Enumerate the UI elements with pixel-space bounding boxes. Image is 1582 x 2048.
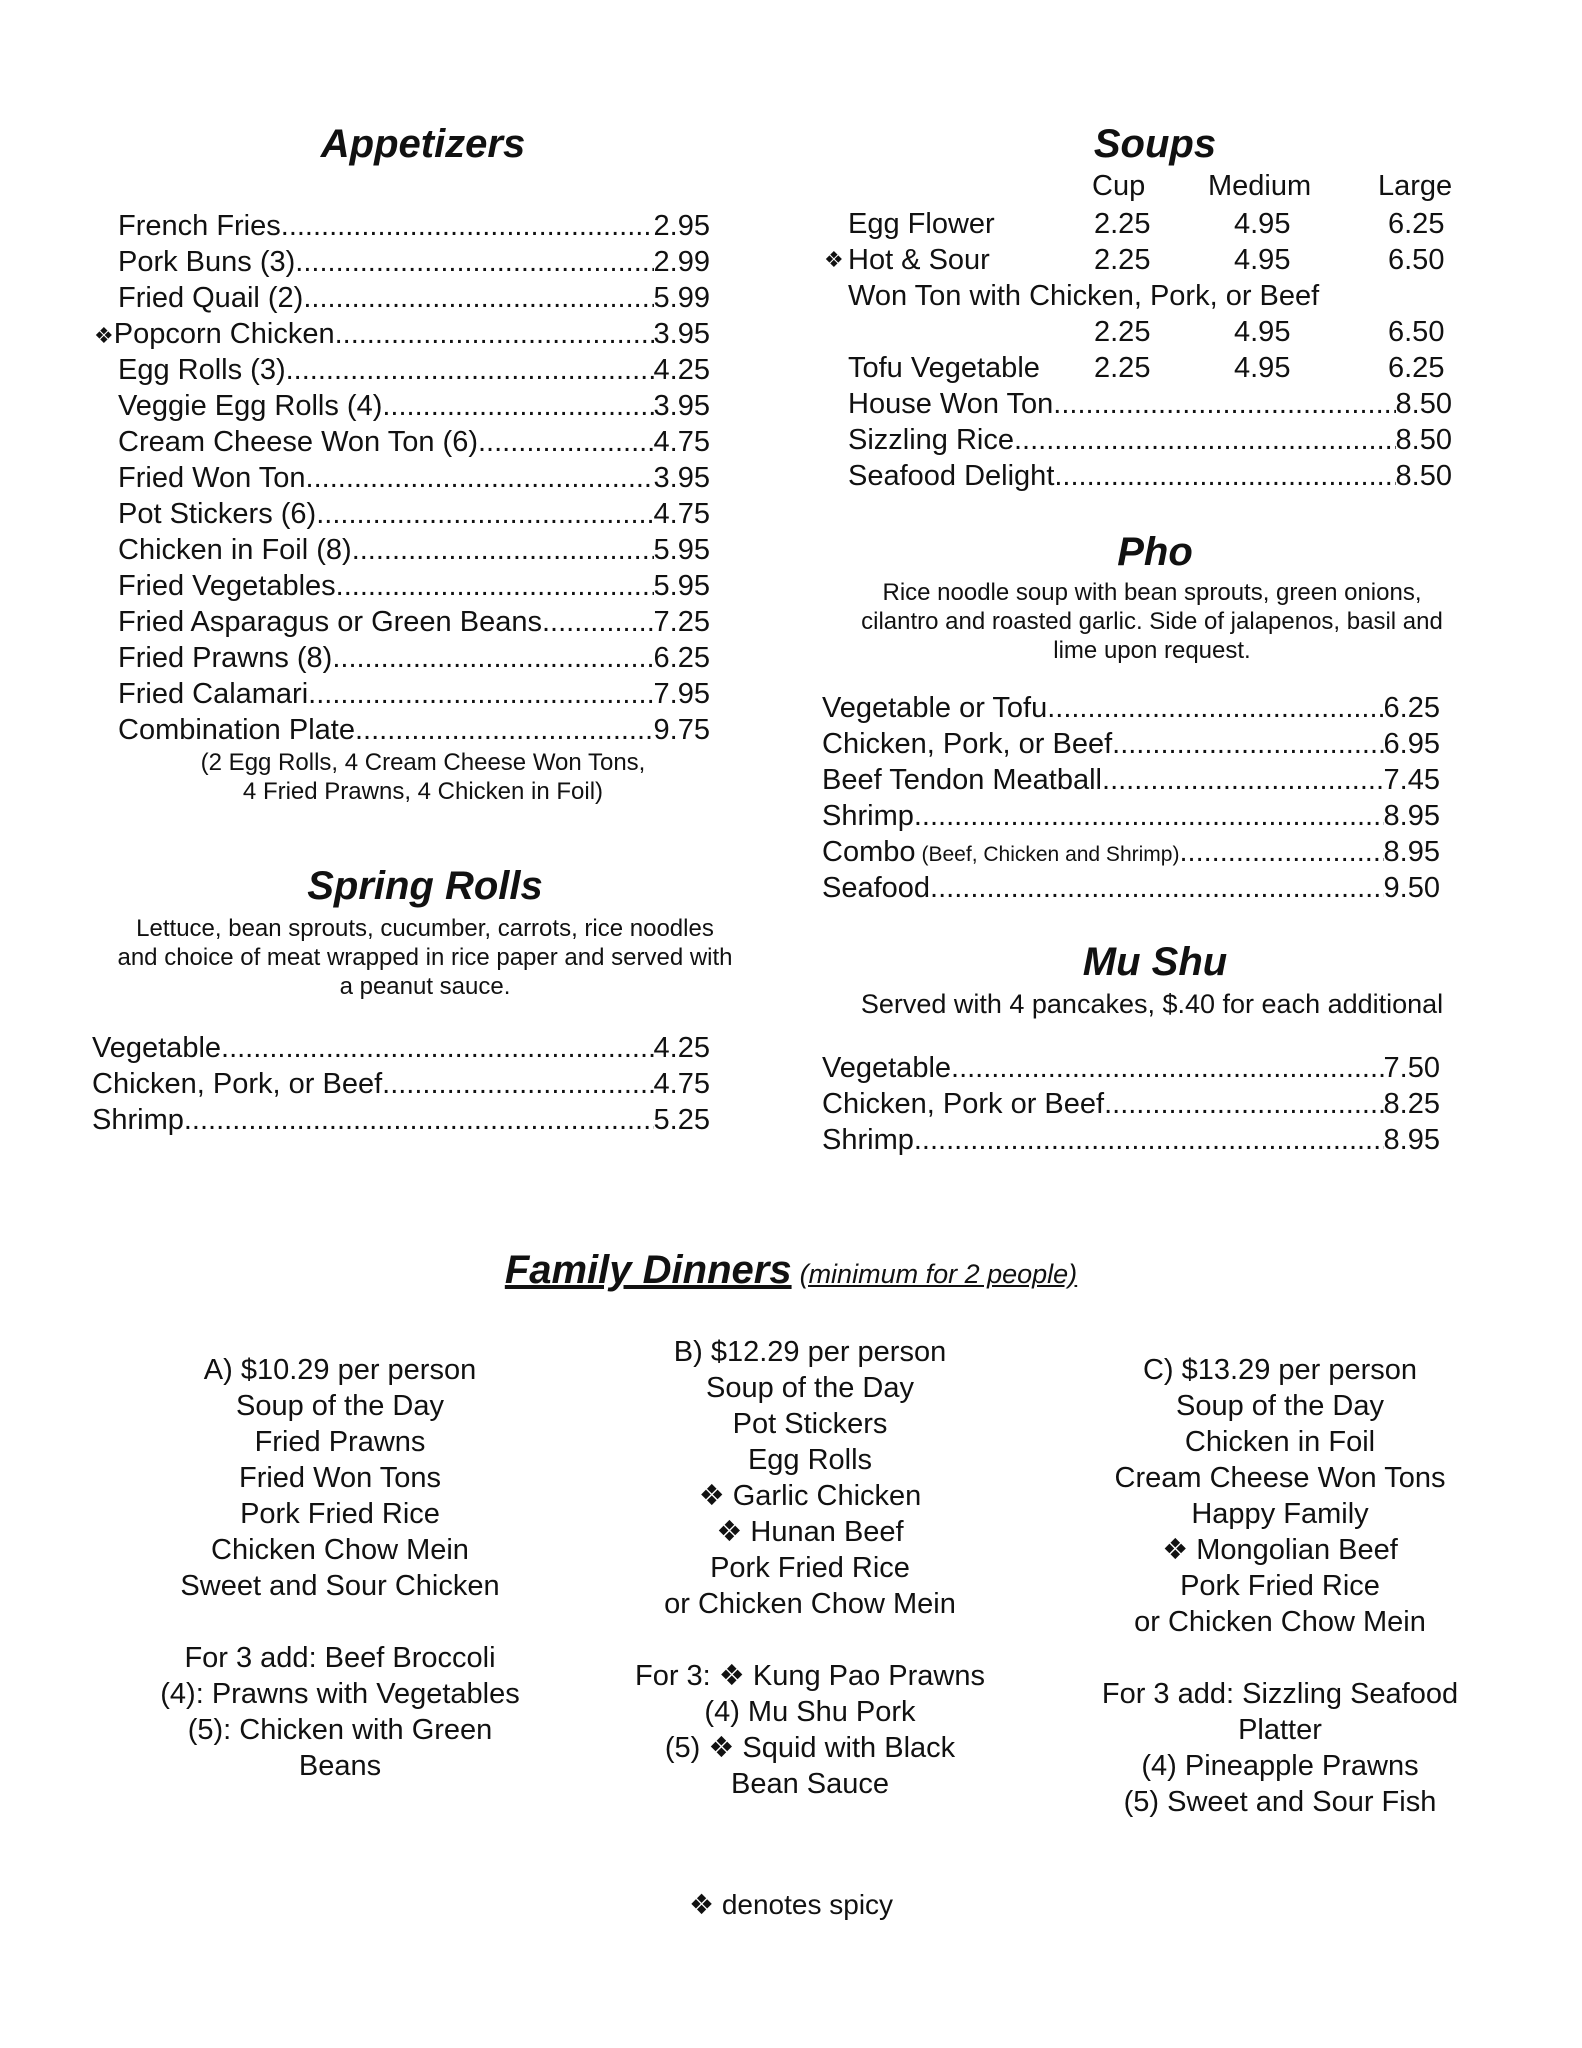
menu-item: Fried Asparagus or Green Beans ..... 7.25 — [118, 604, 710, 640]
menu-item: Egg Rolls (3) ..... 4.25 — [118, 352, 710, 388]
mu-shu-title: Mu Shu — [1082, 940, 1228, 984]
menu-item: Vegetable ..... 7.50 — [822, 1050, 1440, 1086]
menu-item: Sizzling Rice ..... 8.50 — [848, 422, 1452, 458]
soup-row: Egg Flower 2.25 4.95 6.25 — [848, 208, 1445, 240]
menu-item: Seafood Delight ..... 8.50 — [848, 458, 1452, 494]
pho-description: Rice noodle soup with bean sprouts, green onions, cilantro and roasted garlic. Side of jalapenos, basil and lime upon request. — [861, 579, 1443, 664]
spring-rolls-description: Lettuce, bean sprouts, cucumber, carrots, rice noodles and choice of meat wrapped in rice paper and served with a peanut sauce. — [117, 915, 733, 1000]
menu-item: French Fries ..... 2.95 — [118, 208, 710, 244]
menu-item: Fried Calamari ..... 7.95 — [118, 676, 710, 712]
menu-item: Pot Stickers (6) ..... 4.75 — [118, 496, 710, 532]
mu-shu-description: Served with 4 pancakes, $.40 for each additional — [860, 989, 1444, 1019]
menu-item: Chicken, Pork or Beef ..... 8.25 — [822, 1086, 1440, 1122]
col-large-header: Large — [1378, 170, 1453, 202]
col-cup-header: Cup — [1092, 170, 1146, 202]
menu-item: Chicken, Pork, or Beef ..... 6.95 — [822, 726, 1440, 762]
menu-item: Seafood ..... 9.50 — [822, 870, 1440, 906]
soup-won-ton-label: Won Ton with Chicken, Pork, or Beef — [848, 280, 1320, 312]
menu-item: Veggie Egg Rolls (4) ..... 3.95 — [118, 388, 710, 424]
family-dinners-header — [0, 1248, 1582, 1293]
menu-item: Vegetable or Tofu ..... 6.25 — [822, 690, 1440, 726]
menu-item: Shrimp ..... 8.95 — [822, 1122, 1440, 1158]
menu-item: ❖ Popcorn Chicken ..... 3.95 — [94, 316, 710, 354]
soup-row: Tofu Vegetable 2.25 4.95 6.25 — [848, 352, 1445, 384]
menu-item: Chicken, Pork, or Beef ..... 4.75 — [92, 1066, 710, 1102]
col-medium-header: Medium — [1208, 170, 1312, 202]
menu-item: Pork Buns (3) ..... 2.99 — [118, 244, 710, 280]
menu-item: Vegetable ..... 4.25 — [92, 1030, 710, 1066]
combo-note: (Beef, Chicken and Shrimp) — [921, 843, 1180, 866]
menu-item: Fried Won Ton ..... 3.95 — [118, 460, 710, 496]
family-dinners-subtitle: (minimum for 2 people) — [799, 1259, 1078, 1289]
spicy-icon: ❖ — [824, 247, 844, 272]
appetizers-title: Appetizers — [320, 122, 526, 166]
menu-item: Shrimp ..... 8.95 — [822, 798, 1440, 834]
soup-row: ❖ Hot & Sour 2.25 4.95 6.50 — [824, 244, 1445, 276]
menu-item: Fried Vegetables ..... 5.95 — [118, 568, 710, 604]
family-dinner-a: A) $10.29 per person Soup of the Day Fried Prawns Fried Won Tons Pork Fried Rice Chicken Chow Mein Sweet and Sour Chicken For 3 add: Beef Broccoli (4): Prawns with Vegetables (5): Chicken with Green Beans — [160, 1354, 520, 1782]
family-dinners-title: Family Dinners — [504, 1248, 792, 1292]
menu-item: House Won Ton ..... 8.50 — [848, 386, 1452, 422]
spicy-legend: ❖ denotes spicy — [688, 1889, 894, 1920]
family-dinner-c: C) $13.29 per person Soup of the Day Chicken in Foil Cream Cheese Won Tons Happy Family ❖ Mongolian Beef Pork Fried Rice or Chicken Chow Mein For 3 add: Sizzling Seafood Platter (4) Pineapple Prawns (5) Sweet and Sour Fish — [1101, 1354, 1459, 1818]
menu-item: Shrimp ..... 5.25 — [92, 1102, 710, 1138]
combo-note: (2 Egg Rolls, 4 Cream Cheese Won Tons, 4 Fried Prawns, 4 Chicken in Foil) — [200, 749, 646, 805]
pho-title: Pho — [1117, 530, 1193, 574]
menu-item: Fried Quail (2) ..... 5.99 — [118, 280, 710, 316]
menu-item: Chicken in Foil (8) ..... 5.95 — [118, 532, 710, 568]
menu-item: Combination Plate ..... 9.75 — [118, 712, 710, 748]
soup-row: 2.25 4.95 6.50 — [1094, 316, 1445, 348]
soups-title: Soups — [1093, 122, 1217, 166]
menu-item: Cream Cheese Won Ton (6) ..... 4.75 — [118, 424, 710, 460]
menu-item: Beef Tendon Meatball ..... 7.45 — [822, 762, 1440, 798]
spring-rolls-title: Spring Rolls — [307, 864, 543, 908]
menu-item: Fried Prawns (8) ..... 6.25 — [118, 640, 710, 676]
menu-item: Combo (Beef, Chicken and Shrimp) ..... 8.95 — [822, 834, 1440, 873]
family-dinner-b: B) $12.29 per person Soup of the Day Pot Stickers Egg Rolls ❖ Garlic Chicken ❖ Hunan Beef Pork Fried Rice or Chicken Chow Mein For 3: ❖ Kung Pao Prawns (4) Mu Shu Pork (5) ❖ Squid with Black Bean Sauce — [635, 1336, 985, 1800]
spicy-icon: ❖ — [94, 323, 114, 348]
